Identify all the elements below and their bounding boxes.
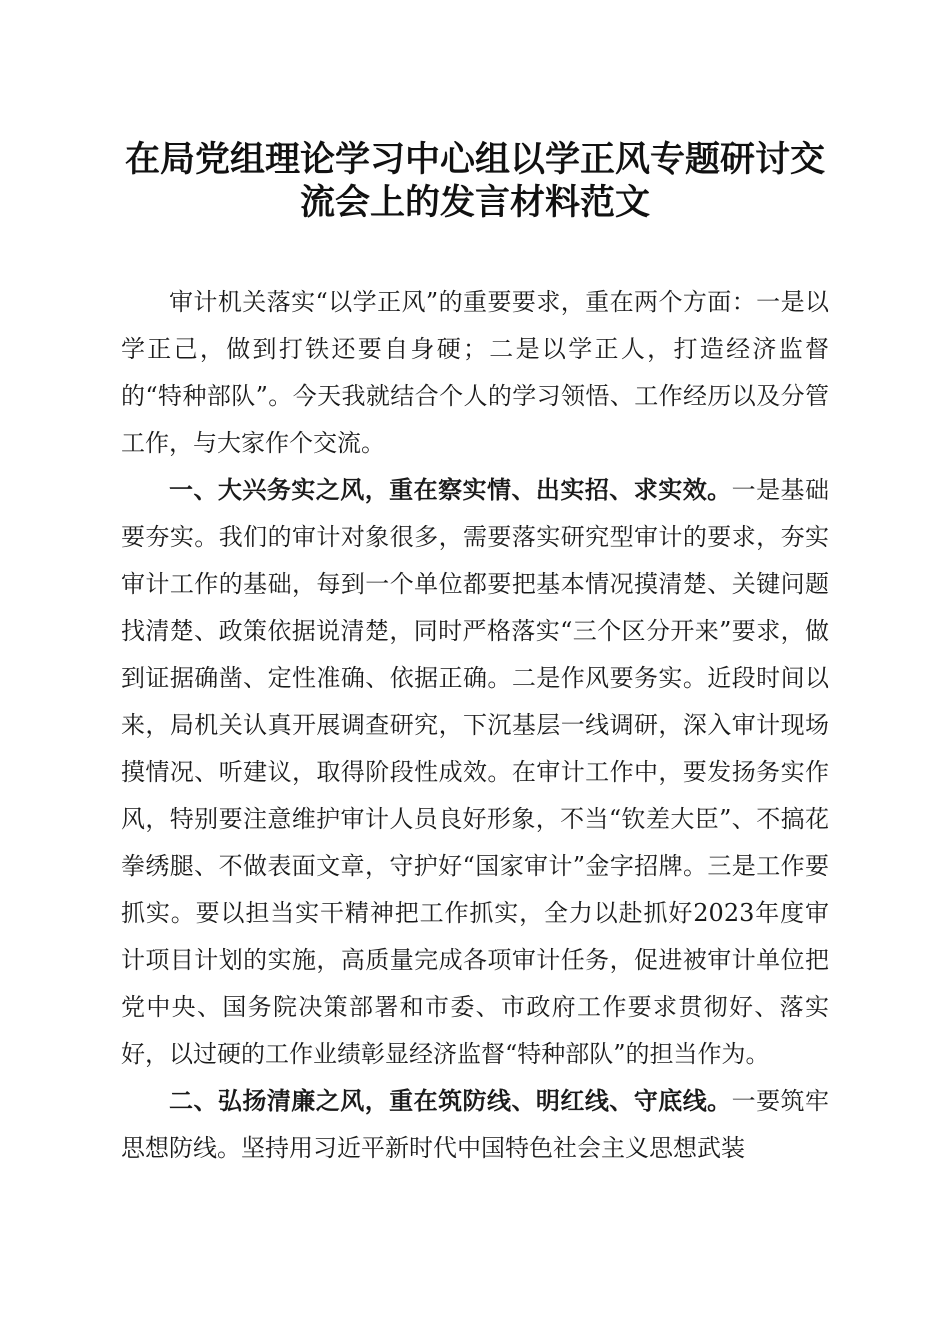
paragraph-section-2 bbox=[121, 1078, 829, 1172]
title-line-2: 流会上的发言材料范文 bbox=[299, 182, 650, 223]
paragraph-text: 一要筑牢思想防线。坚持用习近平新时代中国特色社会主义思想武装 bbox=[121, 1087, 830, 1162]
title-line-1: 在局党组理论学习中心组以学正风专题研讨交 bbox=[124, 139, 825, 180]
paragraph-intro bbox=[121, 279, 829, 467]
paragraph-section-1 bbox=[121, 467, 829, 1078]
section-heading: 二、弘扬清廉之风，重在筑防线、明红线、守底线。 bbox=[169, 1087, 732, 1115]
section-heading: 一、大兴务实之风，重在察实情、出实招、求实效。 bbox=[169, 476, 732, 504]
document-body bbox=[121, 279, 829, 1172]
document-title bbox=[100, 138, 850, 224]
paragraph-text: 审计机关落实“以学正风”的重要要求，重在两个方面：一是以学正己，做到打铁还要自身硬；二是以学正人，打造经济监督的“特种部队”。今天我就结合个人的学习领悟、工作经历以及分管工作，与大家作个交流。 bbox=[121, 288, 829, 457]
paragraph-text: 一是基础要夯实。我们的审计对象很多，需要落实研究型审计的要求，夯实审计工作的基础，每到一个单位都要把基本情况摸清楚、关键问题找清楚、政策依据说清楚，同时严格落实“三个区分开来”要求，做到证据确凿、定性准确、依据正确。二是作风要务实。近段时间以来，局机关认真开展调查研究，下沉基层一线调研，深入审计现场摸情况、听建议，取得阶段性成效。在审计工作中，要发扬务实作风，特别要注意维护审计人员良好形象，不当“钦差大臣”、不搞花拳绣腿、不做表面文章，守护好“国家审计”金字招牌。三是工作要抓实。要以担当实干精神把工作抓实，全力以赴抓好2023年度审计项目计划的实施，高质量完成各项审计任务，促进被审计单位把党中央、国务院决策部署和市委、市政府工作要求贯彻好、落实好，以过硬的工作业绩彰显经济监督“特种部队”的担当作为。 bbox=[121, 476, 830, 1068]
